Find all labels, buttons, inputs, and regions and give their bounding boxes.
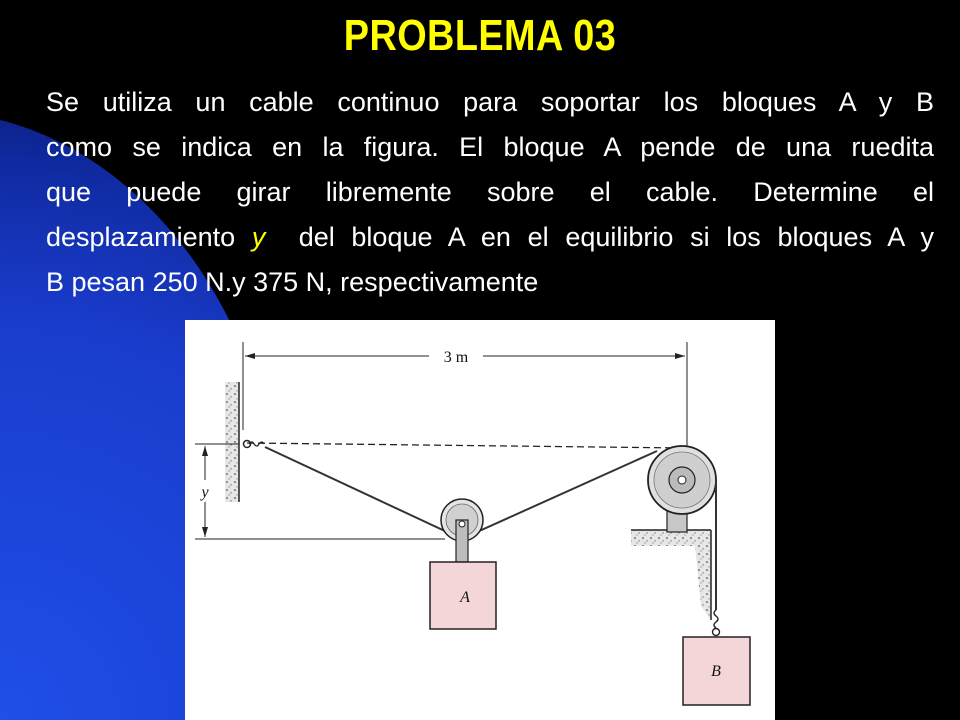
- slide-title: PROBLEMA 03: [343, 11, 617, 60]
- cable-left-segment: [265, 447, 447, 532]
- problem-statement: [46, 80, 934, 305]
- statement-line-4-start: desplazamiento: [46, 222, 252, 252]
- block-b-hook: [714, 610, 718, 628]
- statement-line-5: B pesan 250 N.y 375 N, respectivamente: [46, 267, 539, 297]
- variable-y: y: [251, 222, 266, 252]
- statement-line-3: que puede girar libremente sobre el cable. Determine el: [46, 177, 934, 207]
- statement-line-2: como se indica en la figura. El bloque A pende de una ruedita: [46, 132, 934, 162]
- left-wall: [225, 382, 239, 502]
- statement-line-1: Se utiliza un cable continuo para soportar los bloques A y B: [46, 87, 934, 117]
- block-a-label: A: [460, 589, 470, 606]
- statement-line-4: [46, 215, 934, 260]
- statement-line-4-end: del bloque A en el equilibrio si los bloques A y: [265, 222, 934, 252]
- pulley-diagram: [185, 320, 775, 720]
- reference-dashed-line: [247, 443, 685, 448]
- dimension-label: 3 m: [443, 349, 469, 366]
- block-b-label: B: [711, 663, 721, 680]
- y-label: y: [201, 484, 209, 501]
- problem-figure: [185, 320, 775, 720]
- cable-right-segment: [477, 451, 657, 532]
